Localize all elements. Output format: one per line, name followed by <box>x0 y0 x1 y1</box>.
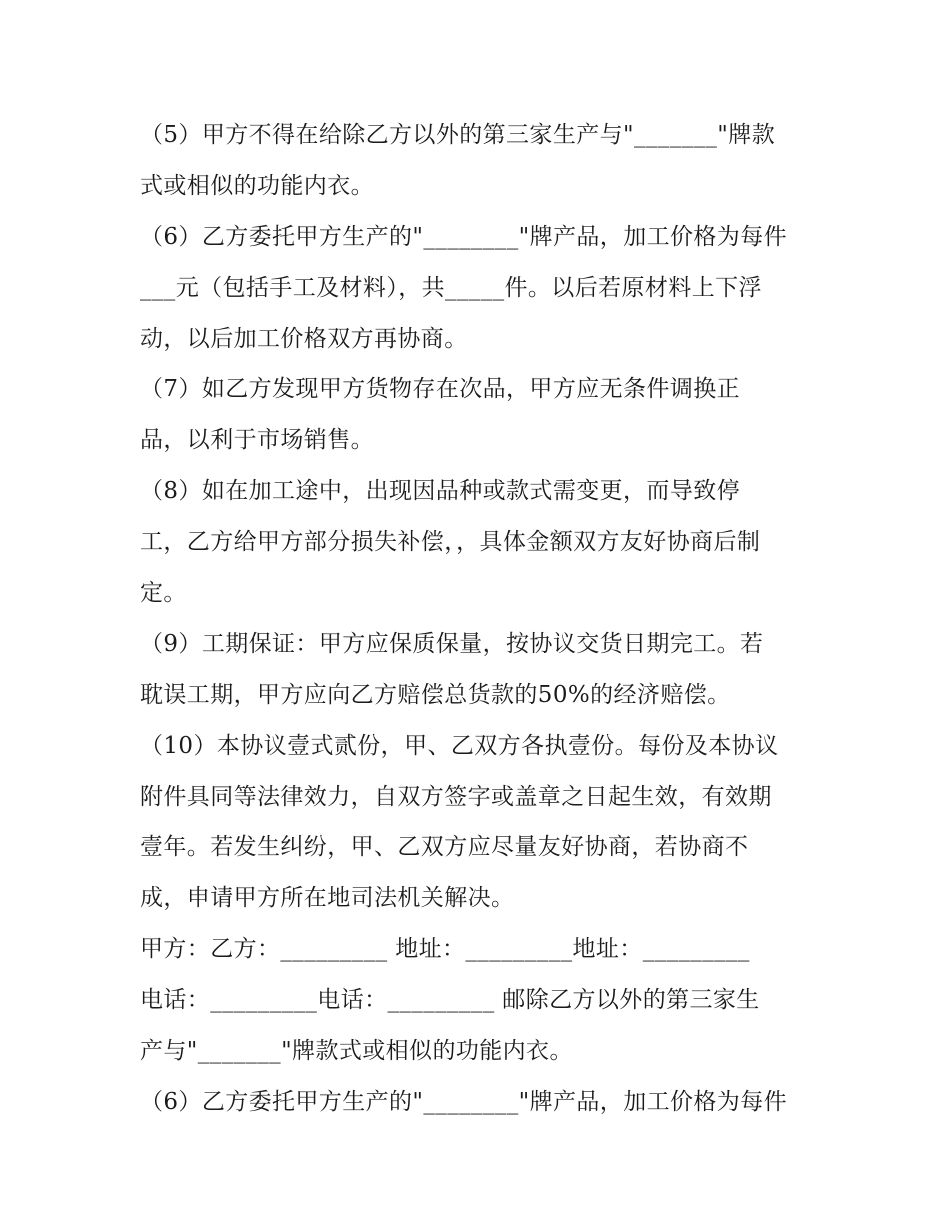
text-line: （6）乙方委托甲方生产的"________"牌产品，加工价格为每件 <box>140 1088 787 1115</box>
text-line: 式或相似的功能内衣。 <box>140 172 374 199</box>
text-line: 壹年。若发生纠纷，甲、乙双方应尽量友好协商，若协商不 <box>140 834 749 861</box>
text-line: 定。 <box>140 580 187 607</box>
text-line: 品，以利于市场销售。 <box>140 427 374 454</box>
contract-text <box>140 110 820 1128</box>
text-line: （7）如乙方发现甲方货物存在次品，甲方应无条件调换正 <box>140 376 741 403</box>
text-line: 耽误工期，甲方应向乙方赔偿总货款的50%的经济赔偿。 <box>140 681 731 708</box>
signature-line: 电话：_________电话：_________ 邮除乙方以外的第三家生 <box>140 987 760 1014</box>
text-line: 动，以后加工价格双方再协商。 <box>140 325 468 352</box>
text-line: （10）本协议壹式贰份，甲、乙双方各执壹份。每份及本协议 <box>140 732 779 759</box>
text-line: ___元（包括手工及材料），共_____件。以后若原材料上下浮 <box>140 274 762 301</box>
text-line: （5）甲方不得在给除乙方以外的第三家生产与"_______"牌款 <box>140 122 776 148</box>
text-line: （9）工期保证：甲方应保质保量，按协议交货日期完工。若 <box>140 630 764 657</box>
text-line: 工，乙方给甲方部分损失补偿，，具体金额双方友好协商后制 <box>140 529 761 556</box>
text-line: 产与"_______"牌款式或相似的功能内衣。 <box>140 1038 573 1065</box>
signature-line: 甲方：乙方：_________ 地址：_________地址：_________ <box>140 936 750 963</box>
text-line: （8）如在加工途中，出现因品种或款式需变更，而导致停 <box>140 478 741 505</box>
text-line: （6）乙方委托甲方生产的"________"牌产品，加工价格为每件 <box>140 223 787 250</box>
text-line: 附件具同等法律效力，自双方签字或盖章之日起生效，有效期 <box>140 783 772 810</box>
text-line: 成，申请甲方所在地司法机关解决。 <box>140 885 515 912</box>
